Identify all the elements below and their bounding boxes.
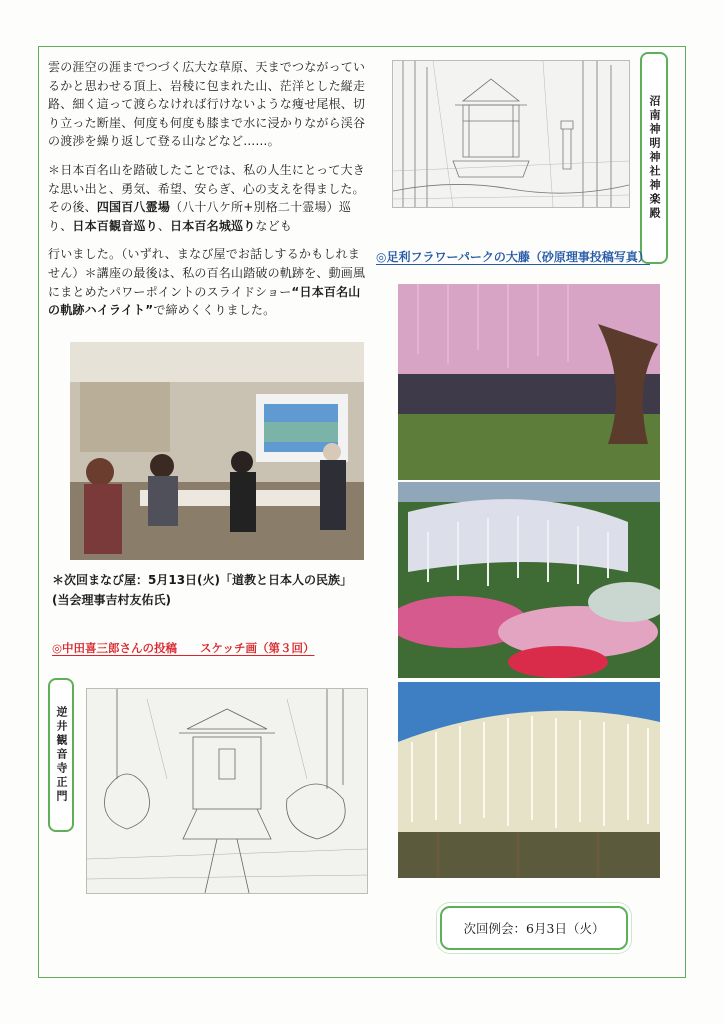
sketch-heading: ◎中田喜三郎さんの投稿 スケッチ画（第３回） bbox=[52, 641, 315, 655]
sketch-temple-gate bbox=[86, 688, 368, 894]
sketch-label-shrine: 沼南神明神社神楽殿 bbox=[640, 52, 668, 264]
next-lecture-caption: ＊次回まなび屋：5月13日(火)「道教と日本人の民族」(当会理事吉村友佑氏) bbox=[52, 573, 347, 607]
next-meeting-text: 次回例会：6月3日（火） bbox=[463, 921, 605, 936]
article-text bbox=[48, 58, 368, 320]
wisteria-heading: ◎足利フラワーパークの大藤（砂原理事投稿写真） bbox=[376, 250, 650, 264]
wisteria-photo-white-trellis bbox=[398, 682, 660, 878]
sketch-shrine-kagura-hall bbox=[392, 60, 630, 208]
next-meeting-box bbox=[440, 906, 628, 950]
sketch-label-temple: 逆井観音寺正門 bbox=[48, 678, 74, 832]
seminar-photo bbox=[70, 342, 364, 560]
paragraph-mountains: 雲の涯空の涯までつづく広大な草原、天までつながっているかと思わせる頂上、岩稜に包まれた山、茫洋とした縦走路、細く這って渡らなければ行けないような痩せ尾根、切り立った断崖、何度も何度も膝まで水に浸かりながら渓谷の渡渉を繰り返して登る山などなど……。 bbox=[48, 60, 366, 149]
wisteria-photo-pink bbox=[398, 284, 660, 480]
paragraph-pilgrimages: ＊日本百名山を踏破したことでは、私の人生にとって大きな思い出と、勇気、希望、安らぎ、心の支えを得ました。その後、四国百八霊場（八十八ケ所+別格二十霊場）巡り、日本百観音巡り、日本百名城巡りなども bbox=[48, 162, 365, 233]
paragraph-lecture-end: 行いました。（いずれ、まなび屋でお話しするかもしれません）＊講座の最後は、私の百名山踏破の軌跡を、動画風にまとめたパワーポイントのスライドショー“日本百名山の軌跡ハイライト”で締めくくりました。 bbox=[48, 247, 366, 318]
wisteria-photo-white-azalea bbox=[398, 482, 660, 678]
